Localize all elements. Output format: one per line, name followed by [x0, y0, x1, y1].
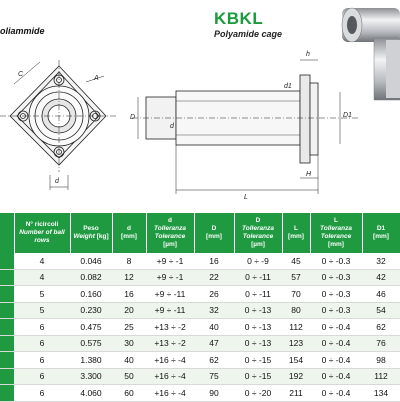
table-cell: 0 ÷ -11: [234, 286, 282, 303]
table-cell: 62: [194, 352, 234, 369]
table-cell: 0 ÷ -0.4: [310, 319, 362, 336]
table-cell: 112: [362, 368, 400, 385]
col-header-weight: Peso Weight [kg]: [70, 213, 112, 253]
stub-header: [0, 213, 14, 253]
table-cell: 1.380: [70, 352, 112, 369]
col-header-d1: D1 [mm]: [362, 213, 400, 253]
table-cell: 4: [14, 269, 70, 286]
row-stub: [0, 368, 14, 385]
table-cell: 134: [362, 385, 400, 402]
left-caption: oliammide: [0, 26, 45, 36]
product-photo: [342, 8, 400, 100]
table-cell: 0.046: [70, 253, 112, 269]
table-cell: 6: [14, 352, 70, 369]
table-cell: 76: [362, 335, 400, 352]
table-cell: 123: [282, 335, 310, 352]
table-cell: 98: [362, 352, 400, 369]
dim-label-h: h: [306, 51, 310, 58]
table-cell: +9 ÷ -11: [146, 302, 194, 319]
row-stub: [0, 269, 14, 286]
table-cell: 0.160: [70, 286, 112, 303]
col-header-ball-rows: N° ricircoli Number of ball rows: [14, 213, 70, 253]
table-cell: 8: [112, 253, 146, 269]
table-cell: 46: [362, 286, 400, 303]
table-cell: 0 ÷ -0.4: [310, 368, 362, 385]
table-cell: 26: [194, 286, 234, 303]
dim-label-c: C: [18, 71, 24, 78]
table-cell: 211: [282, 385, 310, 402]
table-cell: 6: [14, 385, 70, 402]
table-cell: 60: [112, 385, 146, 402]
table-row: [0, 302, 400, 319]
table-cell: 47: [194, 335, 234, 352]
dim-label-d1-small: d1: [284, 83, 292, 90]
table-cell: 6: [14, 319, 70, 336]
table-cell: 0.475: [70, 319, 112, 336]
table-cell: 112: [282, 319, 310, 336]
table-cell: 50: [112, 368, 146, 385]
product-code: KBKL: [214, 9, 264, 28]
table-row: [0, 335, 400, 352]
table-row: [0, 253, 400, 269]
col-header-outer-d-tolerance: D Tolleranza Tolerance [µm]: [234, 213, 282, 253]
table-cell: 5: [14, 302, 70, 319]
table-row: [0, 286, 400, 303]
table-cell: 5: [14, 286, 70, 303]
table-row: [0, 352, 400, 369]
table-cell: 3.300: [70, 368, 112, 385]
table-cell: 0 ÷ -9: [234, 253, 282, 269]
dim-label-big-h: H: [306, 171, 312, 178]
table-cell: 16: [112, 286, 146, 303]
table-cell: 154: [282, 352, 310, 369]
table-cell: 0.575: [70, 335, 112, 352]
table-cell: 0 ÷ -15: [234, 352, 282, 369]
table-cell: 0 ÷ -0.4: [310, 335, 362, 352]
table-header-row: [0, 213, 400, 253]
table-cell: 0 ÷ -13: [234, 302, 282, 319]
table-cell: 0 ÷ -0.4: [310, 385, 362, 402]
table-cell: 54: [362, 302, 400, 319]
table-cell: 42: [362, 269, 400, 286]
table-cell: 32: [194, 302, 234, 319]
table-cell: 30: [112, 335, 146, 352]
table-cell: +16 ÷ -4: [146, 368, 194, 385]
table-cell: 0 ÷ -15: [234, 368, 282, 385]
table-cell: 0 ÷ -0.4: [310, 352, 362, 369]
row-stub: [0, 319, 14, 336]
table-cell: 45: [282, 253, 310, 269]
side-view-drawing: [132, 60, 360, 194]
table-cell: 12: [112, 269, 146, 286]
dim-label-d1: D1: [343, 112, 352, 119]
table-cell: 80: [282, 302, 310, 319]
table-cell: 0 ÷ -13: [234, 319, 282, 336]
product-subtitle: Polyamide cage: [214, 29, 283, 39]
row-stub: [0, 352, 14, 369]
table-cell: 192: [282, 368, 310, 385]
table-cell: 4.060: [70, 385, 112, 402]
table-row: [0, 269, 400, 286]
table-cell: 0 ÷ -0.3: [310, 269, 362, 286]
table-cell: 0 ÷ -11: [234, 269, 282, 286]
table-row: [0, 385, 400, 402]
table-cell: +16 ÷ -4: [146, 352, 194, 369]
table-cell: +9 ÷ -1: [146, 269, 194, 286]
dim-label-l: L: [244, 194, 248, 201]
table-cell: 0 ÷ -20: [234, 385, 282, 402]
front-view-drawing: [0, 60, 118, 190]
table-row: [0, 368, 400, 385]
dim-label-inner-d: d: [170, 123, 174, 130]
table-cell: +13 ÷ -2: [146, 319, 194, 336]
table-cell: 0.082: [70, 269, 112, 286]
col-header-d-tolerance: d Tolleranza Tolerance [µm]: [146, 213, 194, 253]
table-cell: 4: [14, 253, 70, 269]
col-header-d: d [mm]: [112, 213, 146, 253]
table-cell: 90: [194, 385, 234, 402]
table-cell: 16: [194, 253, 234, 269]
table-cell: 0 ÷ -0.3: [310, 286, 362, 303]
table-cell: +13 ÷ -2: [146, 335, 194, 352]
col-header-outer-d: D [mm]: [194, 213, 234, 253]
table-cell: 25: [112, 319, 146, 336]
table-cell: 0.230: [70, 302, 112, 319]
table-row: [0, 319, 400, 336]
table-cell: 6: [14, 335, 70, 352]
table-cell: 40: [112, 352, 146, 369]
table-cell: 62: [362, 319, 400, 336]
table-cell: +9 ÷ -1: [146, 253, 194, 269]
table-cell: +16 ÷ -4: [146, 385, 194, 402]
dim-label-outer-d: D: [130, 114, 136, 121]
dim-label-a: A: [94, 75, 99, 82]
table-cell: 6: [14, 368, 70, 385]
row-stub: [0, 302, 14, 319]
table-cell: +9 ÷ -11: [146, 286, 194, 303]
col-header-l-tolerance: L Tolleranza Tolerance [mm]: [310, 213, 362, 253]
col-header-l: L [mm]: [282, 213, 310, 253]
table-cell: 32: [362, 253, 400, 269]
table-cell: 70: [282, 286, 310, 303]
row-stub: [0, 286, 14, 303]
table-cell: 22: [194, 269, 234, 286]
table-cell: 57: [282, 269, 310, 286]
table-cell: 0 ÷ -13: [234, 335, 282, 352]
spec-table: [0, 213, 400, 402]
table-cell: 20: [112, 302, 146, 319]
table-cell: 75: [194, 368, 234, 385]
row-stub: [0, 385, 14, 402]
table-cell: 40: [194, 319, 234, 336]
dim-label-d-front: d: [55, 178, 59, 185]
table-cell: 0 ÷ -0.3: [310, 253, 362, 269]
row-stub: [0, 335, 14, 352]
row-stub: [0, 253, 14, 269]
table-cell: 0 ÷ -0.3: [310, 302, 362, 319]
